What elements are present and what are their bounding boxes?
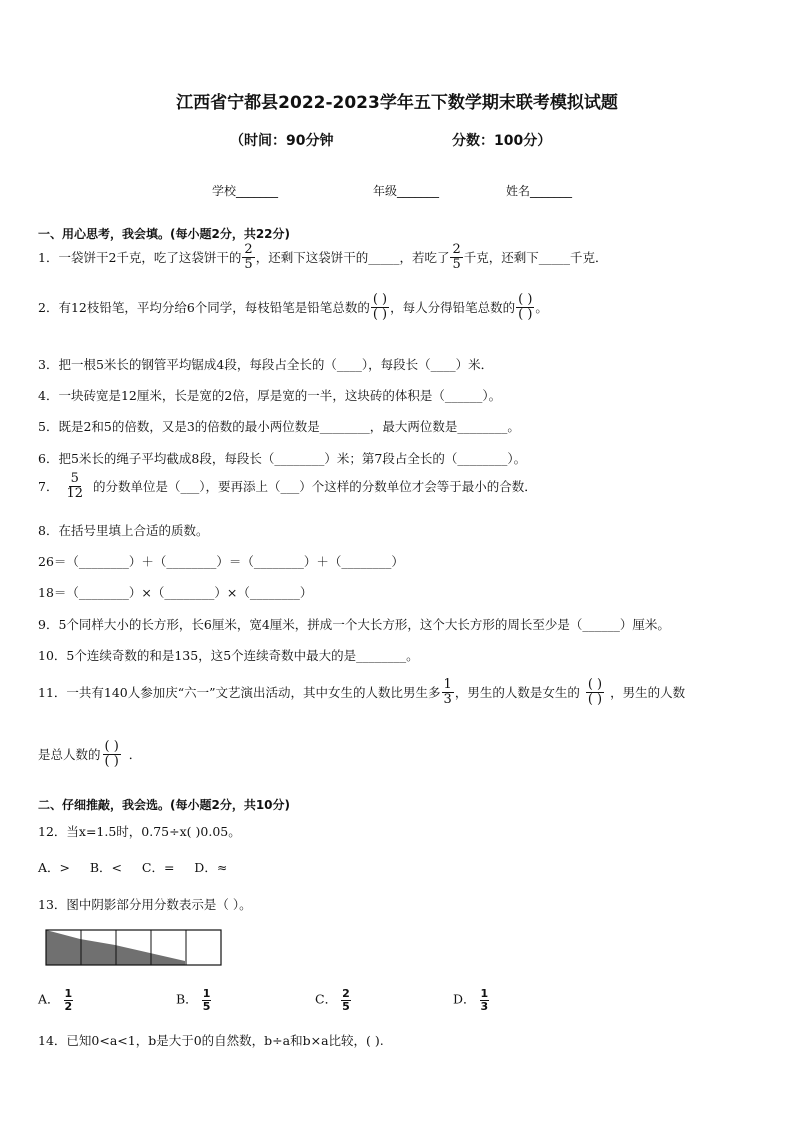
question-5: 5．既是2和5的倍数，又是3的倍数的最小两位数是________，最大两位数是________。 <box>38 419 520 434</box>
question-8-line-1: 26＝（________）＋（________）＝（________）＋（________） <box>38 554 404 569</box>
question-8: 8．在括号里填上合适的质数。 <box>38 523 209 538</box>
exam-score: 分数：100分） <box>452 133 552 149</box>
option-b[interactable]: B． $\frac{1}{5}$ <box>176 987 211 1013</box>
question-11-cont: 是总人数的 $\frac{( )}{( )}$ ． <box>38 739 142 769</box>
question-1: 1．一袋饼干2千克，吃了这袋饼干的 $\frac{2}{5}$ ，还剩下这袋饼干的_____，若吃了 $\frac{2}{5}$ 千克，还剩下_____千克． <box>38 242 608 272</box>
fraction-5-12: $\frac{5}{12}$ <box>66 471 83 501</box>
section-heading-2: 二、仔细推敲，我会选。(每小题2分，共10分) <box>38 798 291 812</box>
question-6: 6．把5米长的绳子平均截成8段，每段长（________）米；第7段占全长的（________）。 <box>38 451 527 466</box>
blank-fraction: $\frac{( )}{( )}$ <box>372 292 388 322</box>
fraction-2-5: $\frac{2}{5}$ <box>244 242 253 272</box>
shaded-rectangle-figure <box>45 929 223 967</box>
option-c[interactable]: C． $\frac{2}{5}$ <box>315 987 350 1013</box>
blank-fraction: $\frac{( )}{( )}$ <box>104 739 119 769</box>
question-13: 13．图中阴影部分用分数表示是（ ）。 <box>38 897 252 912</box>
question-9: 9．5个同样大小的长方形，长6厘米，宽4厘米，拼成一个大长方形，这个大长方形的周长至少是（______）厘米。 <box>38 617 670 632</box>
question-12: 12．当x=1.5时，0.75÷x( )0.05。 <box>38 824 241 839</box>
question-11: 11．一共有140人参加庆“六一”文艺演出活动，其中女生的人数比男生多 $\frac{1}{3}$ ，男生的人数是女生的 $\frac{( )}{( )}$ ，男生的人数 <box>38 677 686 707</box>
question-7: 7． $\frac{5}{12}$ 的分数单位是（___），要再添上（___）个这样的分数单位才会等于最小的合数． <box>38 471 537 501</box>
grade-field: 年级_______ <box>373 184 440 198</box>
page-title: 江西省宁都县2022-2023学年五下数学期末联考模拟试题 <box>176 93 618 113</box>
blank-fraction: $\frac{( )}{( )}$ <box>518 292 533 322</box>
exam-time: （时间：90分钟 <box>230 133 334 149</box>
fraction-1-3: $\frac{1}{3}$ <box>443 677 452 707</box>
section-heading-1: 一、用心思考，我会填。(每小题2分，共22分) <box>38 227 291 241</box>
option-a[interactable]: A． $\frac{1}{2}$ <box>38 987 73 1013</box>
question-2: 2．有12枝铅笔，平均分给6个同学，每枝铅笔是铅笔总数的 $\frac{( )}{( )}$ ，每人分得铅笔总数的 $\frac{( )}{( )}$ 。 <box>38 292 548 322</box>
name-field: 姓名_______ <box>506 184 573 198</box>
fraction-2-5: $\frac{2}{5}$ <box>452 242 461 272</box>
question-12-options: A．> B．< C．= D．≈ <box>38 860 228 875</box>
question-4: 4．一块砖宽是12厘米，长是宽的2倍，厚是宽的一半，这块砖的体积是（______）。 <box>38 388 502 403</box>
question-3: 3．把一根5米长的钢管平均锯成4段，每段占全长的（____），每段长（____）米． <box>38 357 494 372</box>
question-10: 10．5个连续奇数的和是135，这5个连续奇数中最大的是________。 <box>38 648 419 663</box>
option-d[interactable]: D． $\frac{1}{3}$ <box>453 987 489 1013</box>
question-14: 14．已知0<a<1，b是大于0的自然数，b÷a和b×a比较，( ). <box>38 1033 384 1048</box>
school-field: 学校_______ <box>212 184 279 198</box>
question-8-line-2: 18＝（________）×（________）×（________） <box>38 585 313 600</box>
blank-fraction: $\frac{( )}{( )}$ <box>587 677 603 707</box>
